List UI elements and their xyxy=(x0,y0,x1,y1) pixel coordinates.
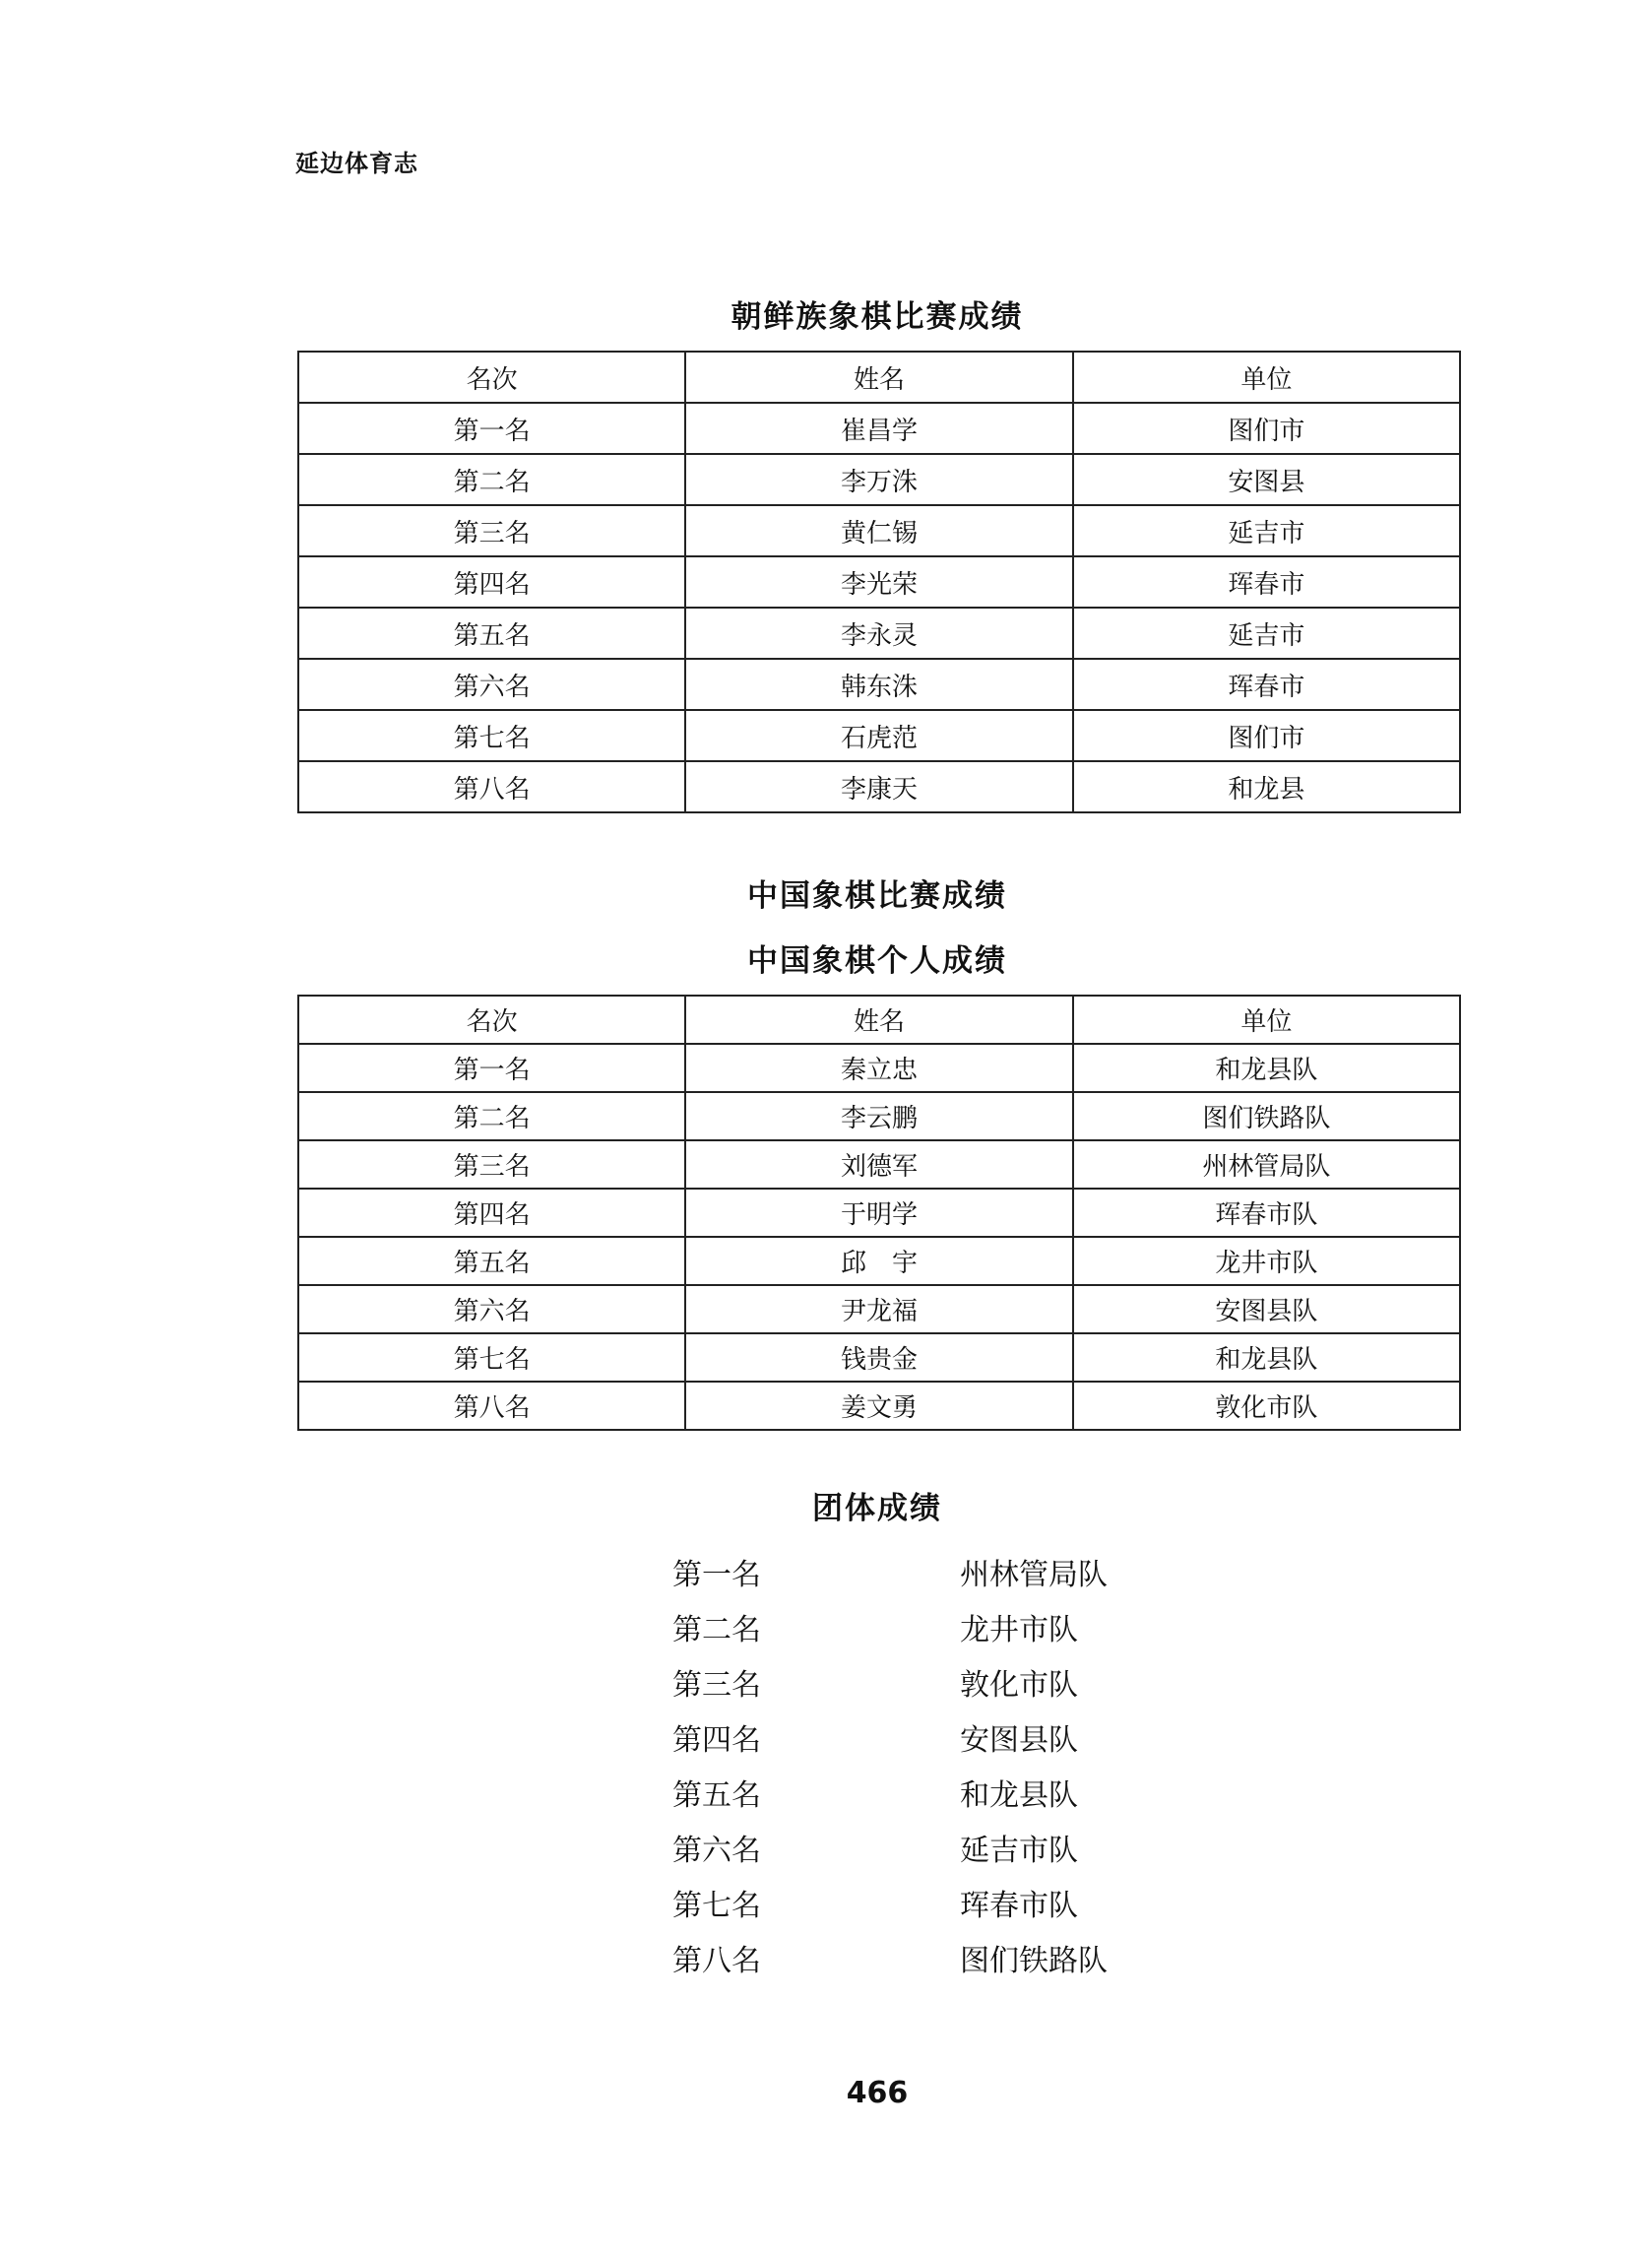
unit-cell: 图们市 xyxy=(1073,710,1460,761)
rank-cell: 第三名 xyxy=(298,1140,685,1189)
team-rank: 第六名 xyxy=(672,1834,761,1868)
header-rank: 名次 xyxy=(298,996,685,1044)
table-row xyxy=(298,659,1460,710)
table-row xyxy=(298,454,1460,505)
rank-cell: 第六名 xyxy=(298,659,685,710)
name-cell: 韩东洙 xyxy=(685,659,1072,710)
rank-cell: 第七名 xyxy=(298,1333,685,1382)
table-header-row xyxy=(298,352,1460,403)
table-row xyxy=(298,1333,1460,1382)
rank-cell: 第一名 xyxy=(298,403,685,454)
team-rank: 第一名 xyxy=(672,1558,761,1592)
name-cell: 李万洙 xyxy=(685,454,1072,505)
name-cell: 黄仁锡 xyxy=(685,505,1072,556)
team-rank: 第五名 xyxy=(672,1778,761,1813)
unit-cell: 图们市 xyxy=(1073,403,1460,454)
header-name: 姓名 xyxy=(685,352,1072,403)
unit-cell: 安图县 xyxy=(1073,454,1460,505)
header-unit: 单位 xyxy=(1073,996,1460,1044)
team-unit: 敦化市队 xyxy=(960,1668,1078,1703)
team-unit: 珲春市队 xyxy=(960,1889,1078,1923)
table-row xyxy=(298,1237,1460,1285)
team-unit: 延吉市队 xyxy=(960,1834,1078,1868)
rank-cell: 第二名 xyxy=(298,454,685,505)
name-cell: 崔昌学 xyxy=(685,403,1072,454)
rank-cell: 第四名 xyxy=(298,556,685,608)
table-row xyxy=(298,1382,1460,1430)
name-cell: 于明学 xyxy=(685,1189,1072,1237)
header-rank: 名次 xyxy=(298,352,685,403)
running-head: 延边体育志 xyxy=(295,150,418,177)
name-cell: 钱贵金 xyxy=(685,1333,1072,1382)
name-cell: 刘德军 xyxy=(685,1140,1072,1189)
team-unit: 龙井市队 xyxy=(960,1613,1078,1647)
rank-cell: 第七名 xyxy=(298,710,685,761)
name-cell: 姜文勇 xyxy=(685,1382,1072,1430)
table-header-row xyxy=(298,996,1460,1044)
team-rank: 第七名 xyxy=(672,1889,761,1923)
unit-cell: 珲春市 xyxy=(1073,659,1460,710)
team-results-title: 团体成绩 xyxy=(812,1491,942,1526)
name-cell: 李永灵 xyxy=(685,608,1072,659)
table-row xyxy=(298,505,1460,556)
rank-cell: 第一名 xyxy=(298,1044,685,1092)
rank-cell: 第八名 xyxy=(298,761,685,812)
name-cell: 李云鹏 xyxy=(685,1092,1072,1140)
page-number: 466 xyxy=(846,2076,909,2110)
header-name: 姓名 xyxy=(685,996,1072,1044)
table-row xyxy=(298,556,1460,608)
team-rank: 第四名 xyxy=(672,1723,761,1758)
unit-cell: 和龙县 xyxy=(1073,761,1460,812)
unit-cell: 州林管局队 xyxy=(1073,1140,1460,1189)
rank-cell: 第五名 xyxy=(298,1237,685,1285)
unit-cell: 延吉市 xyxy=(1073,608,1460,659)
table-row xyxy=(298,1140,1460,1189)
rank-cell: 第六名 xyxy=(298,1285,685,1333)
rank-cell: 第三名 xyxy=(298,505,685,556)
table-row xyxy=(298,608,1460,659)
team-rank: 第三名 xyxy=(672,1668,761,1703)
unit-cell: 龙井市队 xyxy=(1073,1237,1460,1285)
table-row xyxy=(298,1092,1460,1140)
rank-cell: 第五名 xyxy=(298,608,685,659)
table-row xyxy=(298,710,1460,761)
team-unit: 图们铁路队 xyxy=(960,1944,1108,1978)
unit-cell: 和龙县队 xyxy=(1073,1333,1460,1382)
name-cell: 李光荣 xyxy=(685,556,1072,608)
chinese-chess-individual-title: 中国象棋个人成绩 xyxy=(747,943,1007,979)
table-row xyxy=(298,403,1460,454)
team-unit: 安图县队 xyxy=(960,1723,1078,1758)
unit-cell: 安图县队 xyxy=(1073,1285,1460,1333)
unit-cell: 珲春市 xyxy=(1073,556,1460,608)
unit-cell: 图们铁路队 xyxy=(1073,1092,1460,1140)
team-unit: 州林管局队 xyxy=(960,1558,1108,1592)
table-row xyxy=(298,1285,1460,1333)
table-row xyxy=(298,1189,1460,1237)
name-cell: 秦立忠 xyxy=(685,1044,1072,1092)
rank-cell: 第二名 xyxy=(298,1092,685,1140)
unit-cell: 敦化市队 xyxy=(1073,1382,1460,1430)
korean-chess-title: 朝鲜族象棋比赛成绩 xyxy=(731,299,1024,335)
team-rank: 第二名 xyxy=(672,1613,761,1647)
header-unit: 单位 xyxy=(1073,352,1460,403)
name-cell: 李康天 xyxy=(685,761,1072,812)
korean-chess-table xyxy=(297,351,1461,813)
table-row xyxy=(298,761,1460,812)
chinese-chess-title: 中国象棋比赛成绩 xyxy=(747,878,1007,914)
name-cell: 尹龙福 xyxy=(685,1285,1072,1333)
rank-cell: 第八名 xyxy=(298,1382,685,1430)
chinese-chess-individual-table xyxy=(297,995,1461,1431)
team-unit: 和龙县队 xyxy=(960,1778,1078,1813)
unit-cell: 珲春市队 xyxy=(1073,1189,1460,1237)
name-cell: 石虎范 xyxy=(685,710,1072,761)
name-cell: 邱 宇 xyxy=(685,1237,1072,1285)
unit-cell: 延吉市 xyxy=(1073,505,1460,556)
unit-cell: 和龙县队 xyxy=(1073,1044,1460,1092)
rank-cell: 第四名 xyxy=(298,1189,685,1237)
table-row xyxy=(298,1044,1460,1092)
team-rank: 第八名 xyxy=(672,1944,761,1978)
